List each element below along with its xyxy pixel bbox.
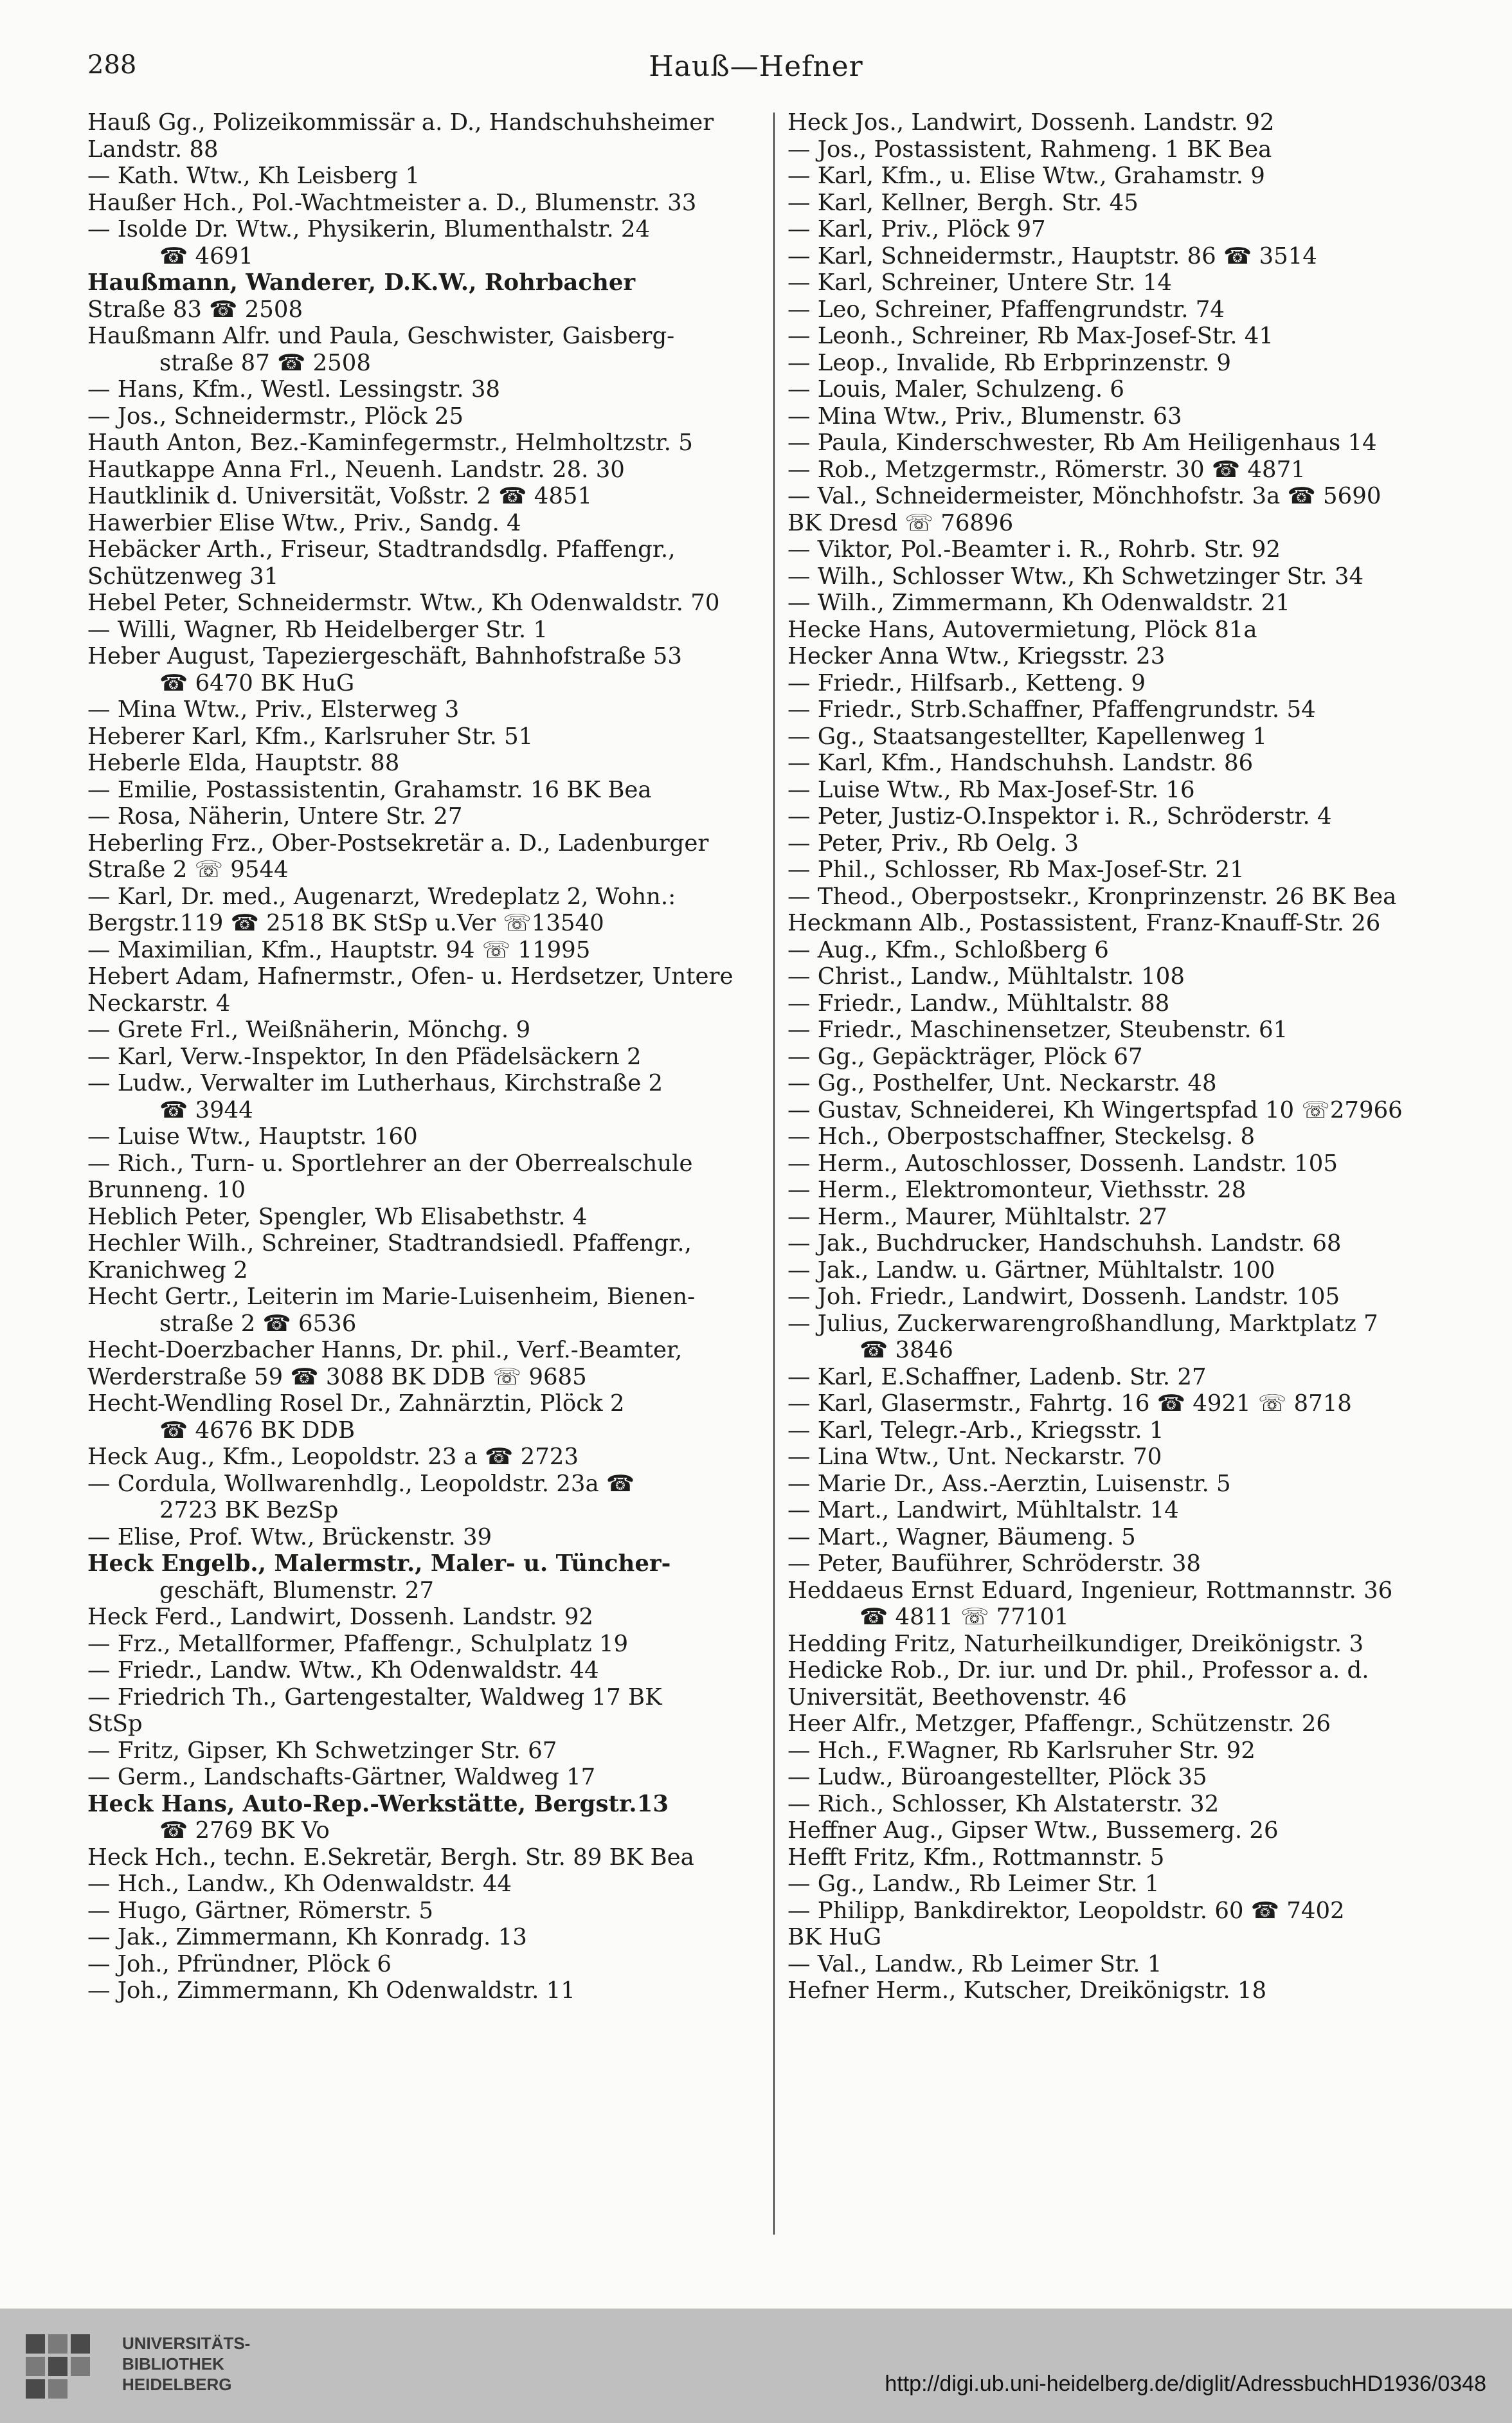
directory-entry: — Wilh., Schlosser Wtw., Kh Schwetzinger Str. 34 xyxy=(788,563,1364,590)
directory-entry: — Peter, Priv., Rb Oelg. 3 xyxy=(788,830,1079,857)
directory-entry: — Val., Schneidermeister, Mönchhofstr. 3a ☎ 5690 xyxy=(788,483,1382,509)
directory-entry: Heer Alfr., Metzger, Pfaffengr., Schützenstr. 26 xyxy=(788,1711,1331,1737)
directory-entry: — Leo, Schreiner, Pfaffengrundstr. 74 xyxy=(788,296,1225,323)
directory-entry: Heck Hans, Auto-Rep.-Werkstätte, Bergstr.13 xyxy=(87,1790,669,1817)
directory-entry: Heber August, Tapeziergeschäft, Bahnhofstraße 53 xyxy=(87,643,682,669)
directory-entry: — Rich., Turn- u. Sportlehrer an der Oberrealschule xyxy=(87,1150,693,1177)
directory-entry: — Fritz, Gipser, Kh Schwetzinger Str. 67 xyxy=(87,1737,557,1764)
directory-entry: — Gg., Staatsangestellter, Kapellenweg 1 xyxy=(788,723,1267,750)
directory-entry: — Joh. Friedr., Landwirt, Dossenh. Landstr. 105 xyxy=(788,1284,1340,1310)
directory-entry: Heberer Karl, Kfm., Karlsruher Str. 51 xyxy=(87,723,534,750)
directory-entry: — Peter, Justiz-O.Inspektor i. R., Schröderstr. 4 xyxy=(788,803,1332,830)
directory-entry: Haußmann Alfr. und Paula, Geschwister, Gaisberg- xyxy=(87,323,675,349)
column-divider xyxy=(773,113,775,2235)
directory-entry: — Gg., Gepäckträger, Plöck 67 xyxy=(788,1043,1143,1070)
directory-entry: Heckmann Alb., Postassistent, Franz-Knauff-Str. 26 xyxy=(788,910,1381,936)
directory-entry: — Friedr., Landw., Mühltalstr. 88 xyxy=(788,990,1170,1017)
directory-entry: — Cordula, Wollwarenhdlg., Leopoldstr. 23a ☎ xyxy=(87,1470,635,1497)
directory-entry: — Mina Wtw., Priv., Blumenstr. 63 xyxy=(788,403,1182,430)
directory-entry: — Maximilian, Kfm., Hauptstr. 94 ☏ 11995 xyxy=(87,936,591,963)
directory-entry: Kranichweg 2 xyxy=(87,1257,248,1284)
directory-entry: BK HuG xyxy=(788,1924,882,1950)
page-header xyxy=(87,50,1425,95)
directory-entry: ☎ 4676 BK DDB xyxy=(159,1417,356,1444)
directory-entry: ☎ 4691 xyxy=(159,242,253,269)
directory-entry: — Mart., Wagner, Bäumeng. 5 xyxy=(788,1523,1136,1550)
directory-entry: Heberle Elda, Hauptstr. 88 xyxy=(87,750,400,776)
directory-entry: Heddaeus Ernst Eduard, Ingenieur, Rottmannstr. 36 xyxy=(788,1577,1393,1604)
running-head: Hauß—Hefner xyxy=(649,50,863,83)
directory-entry: Hebel Peter, Schneidermstr. Wtw., Kh Odenwaldstr. 70 xyxy=(87,590,720,616)
directory-entry: Hecht-Doerzbacher Hanns, Dr. phil., Verf.-Beamter, xyxy=(87,1337,683,1363)
directory-entry: ☎ 6470 BK HuG xyxy=(159,669,355,696)
page-number: 288 xyxy=(87,50,137,80)
directory-entry: — Viktor, Pol.-Beamter i. R., Rohrb. Str. 92 xyxy=(788,536,1281,563)
directory-entry: Haußer Hch., Pol.-Wachtmeister a. D., Blumenstr. 33 xyxy=(87,189,697,216)
directory-entry: — Isolde Dr. Wtw., Physikerin, Blumenthalstr. 24 xyxy=(87,216,651,242)
directory-entry: — Friedr., Maschinensetzer, Steubenstr. 61 xyxy=(788,1017,1288,1043)
directory-entry: Heck Engelb., Malermstr., Maler- u. Tüncher- xyxy=(87,1550,671,1577)
directory-entry: Landstr. 88 xyxy=(87,136,219,163)
directory-entry: Hedding Fritz, Naturheilkundiger, Dreikönigstr. 3 xyxy=(788,1630,1364,1657)
directory-entry: — Grete Frl., Weißnäherin, Mönchg. 9 xyxy=(87,1017,531,1043)
directory-entry: — Mina Wtw., Priv., Elsterweg 3 xyxy=(87,696,460,723)
footer-bar xyxy=(0,2309,1512,2423)
directory-entry: — Ludw., Büroangestellter, Plöck 35 xyxy=(788,1764,1207,1790)
directory-entry: Hebert Adam, Hafnermstr., Ofen- u. Herdsetzer, Untere xyxy=(87,963,734,990)
directory-entry: — Karl, Schneidermstr., Hauptstr. 86 ☎ 3514 xyxy=(788,242,1317,269)
directory-entry: — Friedr., Hilfsarb., Ketteng. 9 xyxy=(788,669,1146,696)
directory-entry: — Friedr., Landw. Wtw., Kh Odenwaldstr. 44 xyxy=(87,1657,599,1683)
directory-entry: Hefft Fritz, Kfm., Rottmannstr. 5 xyxy=(788,1844,1165,1871)
directory-entry: ☎ 3846 xyxy=(860,1337,953,1363)
directory-entry: Hecht-Wendling Rosel Dr., Zahnärztin, Plöck 2 xyxy=(87,1390,625,1417)
directory-entry: — Luise Wtw., Hauptstr. 160 xyxy=(87,1123,418,1150)
directory-entry: geschäft, Blumenstr. 27 xyxy=(159,1577,434,1604)
directory-entry: — Peter, Bauführer, Schröderstr. 38 xyxy=(788,1550,1202,1577)
directory-entry: Heck Jos., Landwirt, Dossenh. Landstr. 92 xyxy=(788,109,1275,136)
directory-entry: Hebäcker Arth., Friseur, Stadtrandsdlg. Pfaffengr., xyxy=(87,536,676,563)
directory-entry: — Rob., Metzgermstr., Römerstr. 30 ☎ 4871 xyxy=(788,456,1306,483)
directory-entry: — Theod., Oberpostsekr., Kronprinzenstr. 26 BK Bea xyxy=(788,883,1397,910)
directory-entry: Hautklinik d. Universität, Voßstr. 2 ☎ 4851 xyxy=(87,483,593,509)
directory-entry: Bergstr.119 ☎ 2518 BK StSp u.Ver ☏13540 xyxy=(87,910,604,936)
directory-entry: — Mart., Landwirt, Mühltalstr. 14 xyxy=(788,1497,1179,1523)
directory-entry: — Karl, Dr. med., Augenarzt, Wredeplatz 2, Wohn.: xyxy=(87,883,676,910)
directory-entry: Hecht Gertr., Leiterin im Marie-Luisenheim, Bienen- xyxy=(87,1284,696,1310)
directory-entry: — Emilie, Postassistentin, Grahamstr. 16 BK Bea xyxy=(87,776,652,803)
directory-entry: — Phil., Schlosser, Rb Max-Josef-Str. 21 xyxy=(788,857,1245,883)
directory-entry: — Leop., Invalide, Rb Erbprinzenstr. 9 xyxy=(788,349,1231,376)
directory-entry: Hedicke Rob., Dr. iur. und Dr. phil., Professor a. d. xyxy=(788,1657,1369,1683)
directory-entry: — Karl, Kellner, Bergh. Str. 45 xyxy=(788,189,1138,216)
directory-entry: 2723 BK BezSp xyxy=(159,1497,339,1523)
library-logo-text xyxy=(122,2333,250,2395)
directory-entry: — Philipp, Bankdirektor, Leopoldstr. 60 ☎ 7402 xyxy=(788,1897,1345,1924)
left-column xyxy=(87,109,772,2004)
directory-entry: — Kath. Wtw., Kh Leisberg 1 xyxy=(87,163,420,189)
directory-entry: — Friedrich Th., Gartengestalter, Waldweg 17 BK xyxy=(87,1683,662,1711)
directory-entry: Werderstraße 59 ☎ 3088 BK DDB ☏ 9685 xyxy=(87,1363,587,1390)
directory-entry: — Jak., Buchdrucker, Handschuhsh. Landstr. 68 xyxy=(788,1230,1342,1257)
directory-entry: — Gg., Landw., Rb Leimer Str. 1 xyxy=(788,1871,1160,1897)
directory-entry: — Karl, Schreiner, Untere Str. 14 xyxy=(788,269,1172,296)
directory-entry: — Hch., Landw., Kh Odenwaldstr. 44 xyxy=(87,1871,512,1897)
directory-entry: — Rosa, Näherin, Untere Str. 27 xyxy=(87,803,463,830)
directory-entry: — Christ., Landw., Mühltalstr. 108 xyxy=(788,963,1185,990)
directory-entry: — Elise, Prof. Wtw., Brückenstr. 39 xyxy=(87,1523,492,1550)
directory-entry: Brunneng. 10 xyxy=(87,1177,246,1203)
directory-entry: — Karl, Kfm., u. Elise Wtw., Grahamstr. 9 xyxy=(788,163,1265,189)
directory-entry: — Jak., Zimmermann, Kh Konradg. 13 xyxy=(87,1924,527,1950)
directory-entry: — Karl, Glasermstr., Fahrtg. 16 ☎ 4921 ☏ 8718 xyxy=(788,1390,1352,1417)
directory-entry: — Louis, Maler, Schulzeng. 6 xyxy=(788,376,1124,403)
directory-entry: Heberling Frz., Ober-Postsekretär a. D., Ladenburger xyxy=(87,830,709,857)
directory-entry: Hauß Gg., Polizeikommissär a. D., Handschuhsheimer xyxy=(87,109,714,136)
directory-entry: straße 87 ☎ 2508 xyxy=(159,349,371,376)
directory-entry: — Karl, Kfm., Handschuhsh. Landstr. 86 xyxy=(788,750,1254,776)
logo-line: HEIDELBERG xyxy=(122,2375,232,2394)
directory-entry: Universität, Beethovenstr. 46 xyxy=(788,1683,1127,1711)
directory-entry: — Marie Dr., Ass.-Aerztin, Luisenstr. 5 xyxy=(788,1470,1231,1497)
directory-entry: — Wilh., Zimmermann, Kh Odenwaldstr. 21 xyxy=(788,590,1290,616)
directory-entry: Hawerbier Elise Wtw., Priv., Sandg. 4 xyxy=(87,509,521,536)
directory-entry: — Gg., Posthelfer, Unt. Neckarstr. 48 xyxy=(788,1070,1217,1096)
directory-entry: StSp xyxy=(87,1711,143,1737)
directory-entry: Straße 83 ☎ 2508 xyxy=(87,296,303,323)
directory-entry: — Hugo, Gärtner, Römerstr. 5 xyxy=(87,1897,433,1924)
right-column xyxy=(788,109,1472,2004)
directory-entry: — Joh., Pfründner, Plöck 6 xyxy=(87,1950,392,1977)
directory-entry: Hautkappe Anna Frl., Neuenh. Landstr. 28. 30 xyxy=(87,456,625,483)
directory-entry: — Herm., Autoschlosser, Dossenh. Landstr. 105 xyxy=(788,1150,1338,1177)
logo-line: UNIVERSITÄTS- xyxy=(122,2334,251,2353)
directory-entry: Hefner Herm., Kutscher, Dreikönigstr. 18 xyxy=(788,1977,1267,2004)
directory-entry: — Willi, Wagner, Rb Heidelberger Str. 1 xyxy=(87,616,548,643)
directory-entry: — Herm., Maurer, Mühltalstr. 27 xyxy=(788,1203,1167,1230)
directory-entry: — Herm., Elektromonteur, Viethsstr. 28 xyxy=(788,1177,1246,1203)
directory-entry: Hecke Hans, Autovermietung, Plöck 81a xyxy=(788,616,1257,643)
directory-entry: — Luise Wtw., Rb Max-Josef-Str. 16 xyxy=(788,776,1195,803)
directory-entry: — Leonh., Schreiner, Rb Max-Josef-Str. 41 xyxy=(788,323,1274,349)
directory-entry: — Jos., Schneidermstr., Plöck 25 xyxy=(87,403,464,430)
directory-entry: Schützenweg 31 xyxy=(87,563,279,590)
directory-entry: — Val., Landw., Rb Leimer Str. 1 xyxy=(788,1950,1162,1977)
directory-entry: Hechler Wilh., Schreiner, Stadtrandsiedl. Pfaffengr., xyxy=(87,1230,692,1257)
directory-entry: — Jak., Landw. u. Gärtner, Mühltalstr. 100 xyxy=(788,1257,1275,1284)
directory-entry: ☎ 3944 xyxy=(159,1096,253,1123)
directory-entry: — Lina Wtw., Unt. Neckarstr. 70 xyxy=(788,1444,1162,1470)
source-url-link[interactable]: http://digi.ub.uni-heidelberg.de/diglit/AdressbuchHD1936/0348 xyxy=(885,2372,1486,2396)
directory-entry: Neckarstr. 4 xyxy=(87,990,231,1017)
library-logo-icon xyxy=(19,2328,116,2402)
directory-entry: — Karl, Priv., Plöck 97 xyxy=(788,216,1046,242)
directory-entry: Heck Aug., Kfm., Leopoldstr. 23 a ☎ 2723 xyxy=(87,1444,579,1470)
directory-entry: straße 2 ☎ 6536 xyxy=(159,1310,357,1337)
directory-entry: Heffner Aug., Gipser Wtw., Bussemerg. 26 xyxy=(788,1817,1279,1844)
directory-entry: — Karl, Verw.-Inspektor, In den Pfädelsäckern 2 xyxy=(87,1043,642,1070)
directory-entry: — Julius, Zuckerwarengroßhandlung, Marktplatz 7 xyxy=(788,1310,1378,1337)
logo-line: BIBLIOTHEK xyxy=(122,2354,224,2373)
directory-entry: — Rich., Schlosser, Kh Alstaterstr. 32 xyxy=(788,1790,1220,1817)
directory-entry: — Frz., Metallformer, Pfaffengr., Schulplatz 19 xyxy=(87,1630,629,1657)
directory-entry: — Friedr., Strb.Schaffner, Pfaffengrundstr. 54 xyxy=(788,696,1316,723)
directory-entry: Hauth Anton, Bez.-Kaminfegermstr., Helmholtzstr. 5 xyxy=(87,430,693,456)
directory-entry: — Hans, Kfm., Westl. Lessingstr. 38 xyxy=(87,376,500,403)
directory-entry: — Hch., Oberpostschaffner, Steckelsg. 8 xyxy=(788,1123,1256,1150)
directory-entry: — Karl, E.Schaffner, Ladenb. Str. 27 xyxy=(788,1363,1207,1390)
directory-entry: Haußmann, Wanderer, D.K.W., Rohrbacher xyxy=(87,269,636,296)
directory-entry: ☎ 2769 BK Vo xyxy=(159,1817,330,1844)
directory-entry: — Germ., Landschafts-Gärtner, Waldweg 17 xyxy=(87,1764,596,1790)
directory-entry: Heblich Peter, Spengler, Wb Elisabethstr. 4 xyxy=(87,1203,588,1230)
directory-entry: — Aug., Kfm., Schloßberg 6 xyxy=(788,936,1109,963)
directory-entry: — Joh., Zimmermann, Kh Odenwaldstr. 11 xyxy=(87,1977,575,2004)
directory-entry: — Hch., F.Wagner, Rb Karlsruher Str. 92 xyxy=(788,1737,1256,1764)
directory-entry: ☎ 4811 ☏ 77101 xyxy=(860,1604,1069,1630)
directory-entry: — Jos., Postassistent, Rahmeng. 1 BK Bea xyxy=(788,136,1272,163)
directory-entry: Straße 2 ☏ 9544 xyxy=(87,857,289,883)
directory-entry: — Ludw., Verwalter im Lutherhaus, Kirchstraße 2 xyxy=(87,1070,663,1096)
directory-entry: — Paula, Kinderschwester, Rb Am Heiligenhaus 14 xyxy=(788,430,1377,456)
directory-entry: — Gustav, Schneiderei, Kh Wingertspfad 10 ☏27966 xyxy=(788,1096,1403,1123)
directory-entry: Heck Hch., techn. E.Sekretär, Bergh. Str. 89 BK Bea xyxy=(87,1844,694,1871)
directory-entry: — Karl, Telegr.-Arb., Kriegsstr. 1 xyxy=(788,1417,1164,1444)
directory-entry: Heck Ferd., Landwirt, Dossenh. Landstr. 92 xyxy=(87,1604,593,1630)
directory-entry: Hecker Anna Wtw., Kriegsstr. 23 xyxy=(788,643,1166,669)
directory-entry: BK Dresd ☏ 76896 xyxy=(788,509,1014,536)
